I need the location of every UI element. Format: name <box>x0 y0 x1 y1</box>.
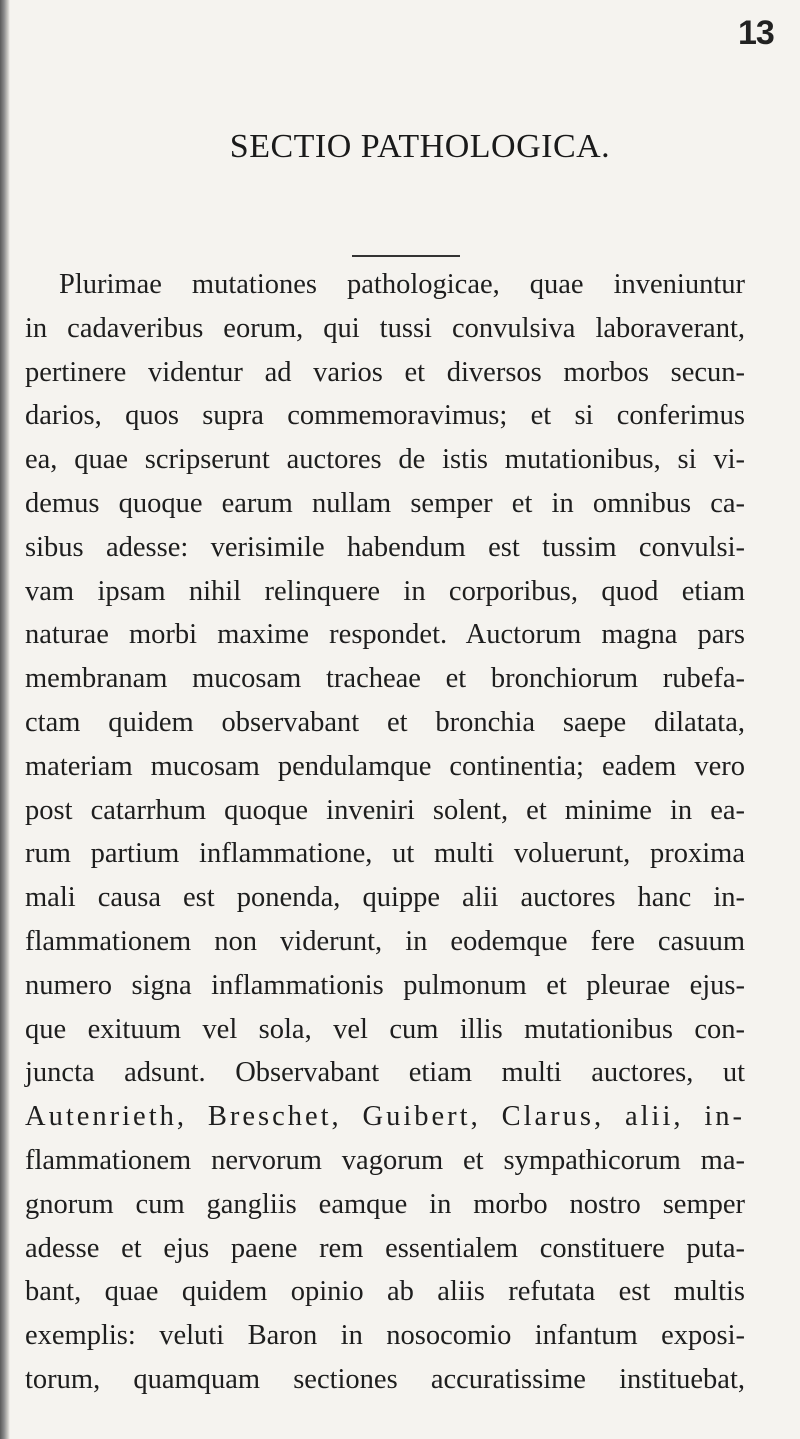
text-line: vam ipsam nihil relinquere in corporibus, quod etiam <box>25 575 745 607</box>
text-line: exemplis: veluti Baron in nosocomio infantum exposi- <box>25 1320 745 1352</box>
text-line: pertinere videntur ad varios et diversos morbos secun- <box>25 356 745 388</box>
text-line: darios, quos supra commemoravimus; et si conferimus <box>25 400 745 432</box>
text-line: membranam mucosam tracheae et bronchiorum rubefa- <box>25 663 745 695</box>
text-line: flammationem nervorum vagorum et sympathicorum ma- <box>25 1144 745 1176</box>
text-line: bant, quae quidem opinio ab aliis refutata est multis <box>25 1276 745 1308</box>
text-line: materiam mucosam pendulamque continentia; eadem vero <box>25 750 745 782</box>
text-line: post catarrhum quoque inveniri solent, et minime in ea- <box>25 794 745 826</box>
text-line: juncta adsunt. Observabant etiam multi auctores, ut <box>25 1057 745 1089</box>
text-line: Plurimae mutationes pathologicae, quae inveniuntur <box>59 269 745 300</box>
body-text <box>25 263 745 1402</box>
text-line: mali causa est ponenda, quippe alii auctores hanc in- <box>25 882 745 914</box>
text-line: torum, quamquam sectiones accuratissime instituebat, <box>25 1363 745 1395</box>
text-line: ea, quae scripserunt auctores de istis mutationibus, si vi- <box>25 444 745 476</box>
text-line: sibus adesse: verisimile habendum est tussim convulsi- <box>25 531 745 563</box>
page-number: 13 <box>738 14 774 52</box>
section-title: SECTIO PATHOLOGICA. <box>229 128 611 165</box>
text-line: in cadaveribus eorum, qui tussi convulsiva laboraverant, <box>25 312 745 344</box>
text-line: gnorum cum gangliis eamque in morbo nostro semper <box>25 1188 745 1220</box>
text-line: numero signa inflammationis pulmonum et pleurae ejus- <box>25 969 745 1001</box>
text-line: naturae morbi maxime respondet. Auctorum magna pars <box>25 619 745 651</box>
text-line: rum partium inflammatione, ut multi voluerunt, proxima <box>25 838 745 870</box>
text-line: que exituum vel sola, vel cum illis mutationibus con- <box>25 1013 745 1045</box>
text-line-author-names: Autenrieth, Breschet, Guibert, Clarus, alii, in- <box>25 1101 745 1133</box>
text-line: demus quoque earum nullam semper et in omnibus ca- <box>25 487 745 519</box>
title-divider-rule <box>352 255 460 257</box>
page-binding-edge <box>0 0 10 1439</box>
text-line: ctam quidem observabant et bronchia saepe dilatata, <box>25 706 745 738</box>
text-line: flammationem non viderunt, in eodemque fere casuum <box>25 925 745 957</box>
text-line: adesse et ejus paene rem essentialem constituere puta- <box>25 1232 745 1264</box>
